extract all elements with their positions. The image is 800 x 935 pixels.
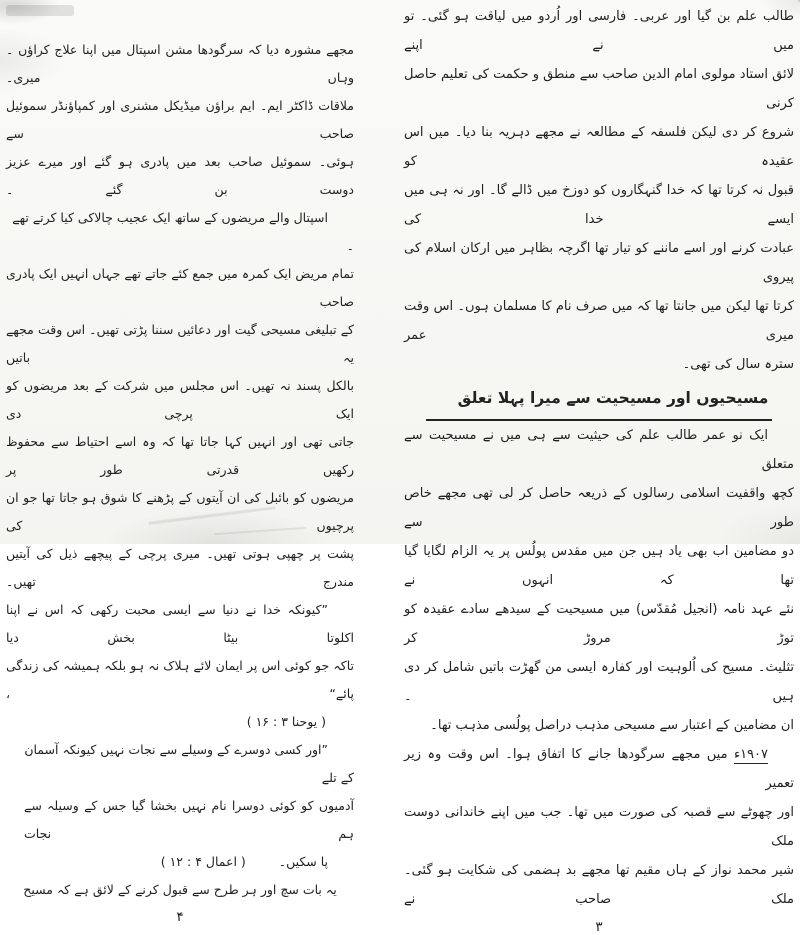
text-line: بالکل پسند نہ تھیں۔ اس مجلس میں شرکت کے بعد مریضوں کو ایک پرچی دی	[6, 378, 354, 421]
text-line: مریضوں کو بائبل کی ان آیتوں کے پڑھنے کا شوق ہو جاتا تھا جو ان پرچیوں کی	[6, 490, 354, 533]
text-line-rest: میں مجھے سرگودھا جانے کا اتفاق ہوا۔ اس وقت وہ زیر تعمیر	[404, 747, 794, 791]
page-number: ۳	[595, 919, 603, 935]
section-heading-row	[404, 379, 794, 421]
text-line: ایک نو عمر طالب علم کی حیثیت سے ہی میں نے مسیحیت سے متعلق	[404, 428, 794, 472]
text-line: یہ بات سچ اور ہر طرح سے قبول کرنے کے لائق ہے کہ مسیح	[23, 882, 337, 897]
verse-line-with-citation: پا سکیں۔ ( اعمال ۴ : ۱۲ )	[160, 854, 328, 869]
text-line: طالب علم بن گیا اور عربی۔ فارسی اور اُردو میں لیاقت ہو گئی۔ تو میں نے اپنے	[404, 9, 794, 53]
verse-line: آدمیوں کو کوئی دوسرا نام نہیں بخشا گیا جس کے وسیلہ سے ہم نجات	[24, 798, 354, 841]
text-line: تثلیث۔ مسیح کی اُلوہیت اور کفارہ ایسی من گھڑت باتیں شامل کر دی ہیں ۔	[404, 660, 794, 704]
text-line: کچھ واقفیت اسلامی رسالوں کے ذریعہ حاصل کر لی تھی مجھے خاص طور سے	[404, 486, 794, 530]
text-line: مجھے مشورہ دیا کہ سرگودھا مشن اسپتال میں اپنا علاج کراؤں ۔ وہاں میری۔	[6, 42, 354, 85]
text-line: اور چھوٹے سے قصبہ کی صورت میں تھا۔ جب میں اپنے خاندانی دوست ملک	[404, 805, 794, 849]
verse-line: ”اور کسی دوسرے کے وسیلے سے نجات نہیں کیونکہ آسمان کے تلے	[24, 742, 354, 785]
section-heading: مسیحیوں اور مسیحیت سے میرا پہلا تعلق	[426, 380, 773, 421]
scan-smudge	[6, 5, 74, 16]
text-line: عبادت کرنے اور اسے ماننے کو تیار تھا اگرچہ بظاہر میں ارکان اسلام کی پیروی	[404, 241, 794, 285]
page-3	[404, 2, 794, 935]
verse-citation: ( یوحنا ۳ : ۱۶ )	[246, 714, 326, 729]
text-line: کے تبلیغی مسیحی گیت اور دعائیں سننا پڑتی تھیں۔ اس وقت مجھے یہ باتیں	[6, 322, 354, 365]
year-underlined: ۱۹۰۷ء	[733, 747, 768, 762]
page-number: ۴	[176, 909, 184, 925]
text-line: قبول نہ کرتا تھا کہ خدا گنہگاروں کو دوزخ میں ڈالے گا۔ اور نہ ہی میں ایسے خدا کی	[404, 183, 794, 227]
text-line: لائق استاد مولوی امام الدین صاحب سے منطق و حکمت کی تعلیم حاصل کرنی	[404, 67, 794, 111]
text-line: شیر محمد نواز کے ہاں مقیم تھا مجھے بد ہضمی کی شکایت ہو گئی۔ ملک صاحب نے	[404, 863, 794, 907]
text-line: نئے عہد نامہ (انجیل مُقدّس) میں مسیحیت کے سیدھے سادے عقیدہ کو توڑ مروڑ کر	[404, 602, 794, 646]
verse-line: تاکہ جو کوئی اس پر ایمان لائے ہلاک نہ ہو بلکہ ہمیشہ کی زندگی پائے“ ،	[6, 658, 354, 701]
text-line: ان مضامین کے اعتبار سے مسیحی مذہب دراصل پولُسی مذہب تھا۔	[430, 718, 794, 733]
text-line: اسپتال والے مریضوں کے ساتھ ایک عجیب چالاکی کیا کرتے تھے ۔	[12, 210, 354, 253]
text-line: پشت پر چھپی ہوتی تھیں۔ میری پرچی کے پیچھے ذیل کی آیتیں مندرج تھیں۔	[6, 546, 354, 589]
text-line: ہوئی۔ سموئیل صاحب بعد میں پادری ہو گئے اور میرے عزیز دوست بن گئے ۔	[6, 154, 354, 197]
text-line: تمام مریض ایک کمرہ میں جمع کئے جاتے تھے جہاں انہیں ایک پادری صاحب	[6, 266, 354, 309]
text-line: ملاقات ڈاکٹر ایم۔ ایم براؤن میڈیکل مشنری اور کمپاؤنڈر سموئیل صاحب سے	[6, 98, 354, 141]
verse-line: ”کیونکہ خدا نے دنیا سے ایسی محبت رکھی کہ اس نے اپنا اکلوتا بیٹا بخش دیا	[6, 602, 354, 645]
text-line: سترہ سال کی تھی۔	[682, 357, 794, 372]
text-line: جاتی تھی اور انہیں کہا جاتا تھا کہ وہ اسے احتیاط سے محفوظ رکھیں قدرتی طور پر	[6, 434, 354, 477]
text-line: کرتا تھا لیکن میں جانتا تھا کہ میں صرف نام کا مسلمان ہوں۔ اس وقت میری عمر	[404, 299, 794, 343]
text-line: دو مضامین اب بھی یاد ہیں جن میں مقدس پولُس پر یہ الزام لگایا گیا تھا کہ انہوں نے	[404, 544, 794, 588]
text-line: شروع کر دی لیکن فلسفہ کے مطالعہ نے مجھے دہریہ بنا دیا۔ میں اس عقیدہ کو	[404, 125, 794, 169]
text-line	[404, 740, 794, 798]
page-4	[6, 36, 354, 925]
